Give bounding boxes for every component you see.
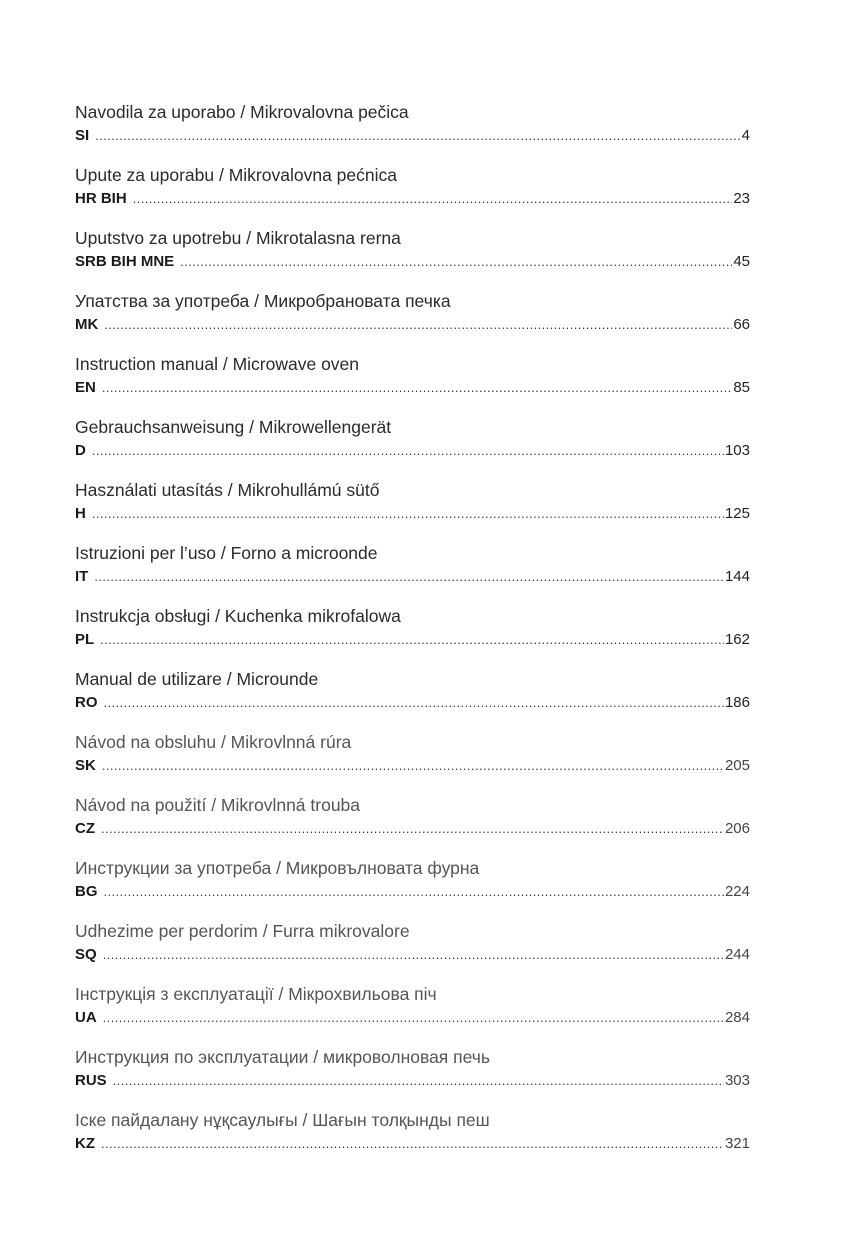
toc-page-number: 244 — [724, 946, 750, 963]
dot-leader — [95, 126, 740, 146]
toc-entry — [75, 604, 750, 667]
dot-leader — [104, 882, 724, 902]
toc-entry — [75, 100, 750, 163]
dot-leader — [92, 504, 724, 524]
toc-entry-line — [75, 1134, 750, 1154]
toc-language-code: SI — [75, 127, 90, 144]
toc-entry-line — [75, 756, 750, 776]
toc-entry-title: Инструкции за употреба / Микровълновата фурна — [75, 858, 480, 878]
toc-language-code: H — [75, 505, 86, 522]
toc-language-code: SK — [75, 757, 96, 774]
toc-entry — [75, 1045, 750, 1108]
toc-language-code: D — [75, 442, 86, 459]
toc-entry-title: Упатства за употреба / Микробрановата печка — [75, 291, 451, 311]
toc-entry-title: Инструкция по эксплуатации / микроволновая печь — [75, 1047, 491, 1067]
toc-page-number: 23 — [733, 190, 750, 207]
toc-entry — [75, 919, 750, 982]
toc-entry-title: Gebrauchsanweisung / Mikrowellengerät — [75, 417, 392, 437]
toc-entry-line — [75, 945, 750, 965]
toc-entry — [75, 730, 750, 793]
toc-page-number: 85 — [733, 379, 750, 396]
toc-entry — [75, 352, 750, 415]
dot-leader — [94, 567, 724, 587]
toc-language-code: SQ — [75, 946, 97, 963]
toc-entry-title: Manual de utilizare / Microunde — [75, 669, 319, 689]
toc-language-code: BG — [75, 883, 98, 900]
toc-entry — [75, 982, 750, 1045]
dot-leader — [133, 189, 733, 209]
toc-entry — [75, 163, 750, 226]
toc-entry-line — [75, 1008, 750, 1028]
toc-page-number: 284 — [724, 1009, 750, 1026]
toc-language-code: KZ — [75, 1135, 95, 1152]
toc-page-number: 303 — [724, 1072, 750, 1089]
toc-entry-line — [75, 252, 750, 272]
toc-language-code: RO — [75, 694, 98, 711]
toc-entry-title: Návod na použití / Mikrovlnná trouba — [75, 795, 361, 815]
toc-page-number: 45 — [733, 253, 750, 270]
toc-page-number: 125 — [724, 505, 750, 522]
toc-entry-line — [75, 693, 750, 713]
toc-entry-line — [75, 504, 750, 524]
toc-entry-line — [75, 1071, 750, 1091]
dot-leader — [102, 378, 732, 398]
toc-entry-line — [75, 819, 750, 839]
toc-entry-title: Upute za uporabu / Mikrovalovna pećnica — [75, 165, 397, 185]
toc-page-number: 144 — [724, 568, 750, 585]
toc-entry — [75, 667, 750, 730]
toc-entry-line — [75, 882, 750, 902]
toc-language-code: MK — [75, 316, 99, 333]
toc-language-code: UA — [75, 1009, 97, 1026]
toc-entry-line — [75, 126, 750, 146]
dot-leader — [100, 630, 724, 650]
toc-language-code: CZ — [75, 820, 95, 837]
dot-leader — [102, 756, 724, 776]
dot-leader — [180, 252, 732, 272]
dot-leader — [101, 819, 724, 839]
toc-entry-line — [75, 441, 750, 461]
toc-entry-title: Instruction manual / Microwave oven — [75, 354, 360, 374]
dot-leader — [104, 693, 724, 713]
toc-entry-title: Návod na obsluhu / Mikrovlnná rúra — [75, 732, 352, 752]
toc-page-number: 66 — [733, 316, 750, 333]
toc-entry-title: Navodila za uporabo / Mikrovalovna pečica — [75, 102, 409, 122]
toc-page-number: 4 — [741, 127, 750, 144]
toc-language-code: SRB BIH MNE — [75, 253, 175, 270]
toc-entry — [75, 856, 750, 919]
dot-leader — [101, 1134, 724, 1154]
table-of-contents — [75, 100, 750, 1171]
toc-language-code: IT — [75, 568, 89, 585]
toc-language-code: HR BIH — [75, 190, 127, 207]
toc-entry — [75, 1108, 750, 1171]
toc-entry-title: Istruzioni per l’uso / Forno a microonde — [75, 543, 378, 563]
toc-entry-title: Udhezime per perdorim / Furra mikrovalore — [75, 921, 410, 941]
toc-entry-line — [75, 378, 750, 398]
toc-language-code: PL — [75, 631, 95, 648]
toc-entry-title: Інструкція з експлуатації / Мікрохвильова піч — [75, 984, 437, 1004]
toc-entry — [75, 415, 750, 478]
toc-entry-line — [75, 315, 750, 335]
dot-leader — [104, 315, 732, 335]
toc-entry-line — [75, 567, 750, 587]
toc-page-number: 186 — [724, 694, 750, 711]
toc-entry — [75, 289, 750, 352]
dot-leader — [92, 441, 724, 461]
toc-entry-line — [75, 189, 750, 209]
toc-entry-title: Instrukcja obsługi / Kuchenka mikrofalowa — [75, 606, 401, 626]
toc-language-code: EN — [75, 379, 96, 396]
toc-entry-line — [75, 630, 750, 650]
toc-page-number: 206 — [724, 820, 750, 837]
toc-page-number: 103 — [724, 442, 750, 459]
toc-entry — [75, 226, 750, 289]
toc-page-number: 205 — [724, 757, 750, 774]
toc-entry-title: Használati utasítás / Mikrohullámú sütő — [75, 480, 380, 500]
dot-leader — [103, 945, 724, 965]
toc-page-number: 162 — [724, 631, 750, 648]
toc-page-number: 224 — [724, 883, 750, 900]
toc-entry-title: Іске пайдалану нұқсаулығы / Шағын толқынды пеш — [75, 1110, 490, 1130]
toc-language-code: RUS — [75, 1072, 107, 1089]
toc-entry-title: Uputstvo za upotrebu / Mikrotalasna rerna — [75, 228, 401, 248]
toc-entry — [75, 478, 750, 541]
toc-entry — [75, 793, 750, 856]
toc-page-number: 321 — [724, 1135, 750, 1152]
toc-entry — [75, 541, 750, 604]
dot-leader — [113, 1071, 724, 1091]
dot-leader — [103, 1008, 724, 1028]
